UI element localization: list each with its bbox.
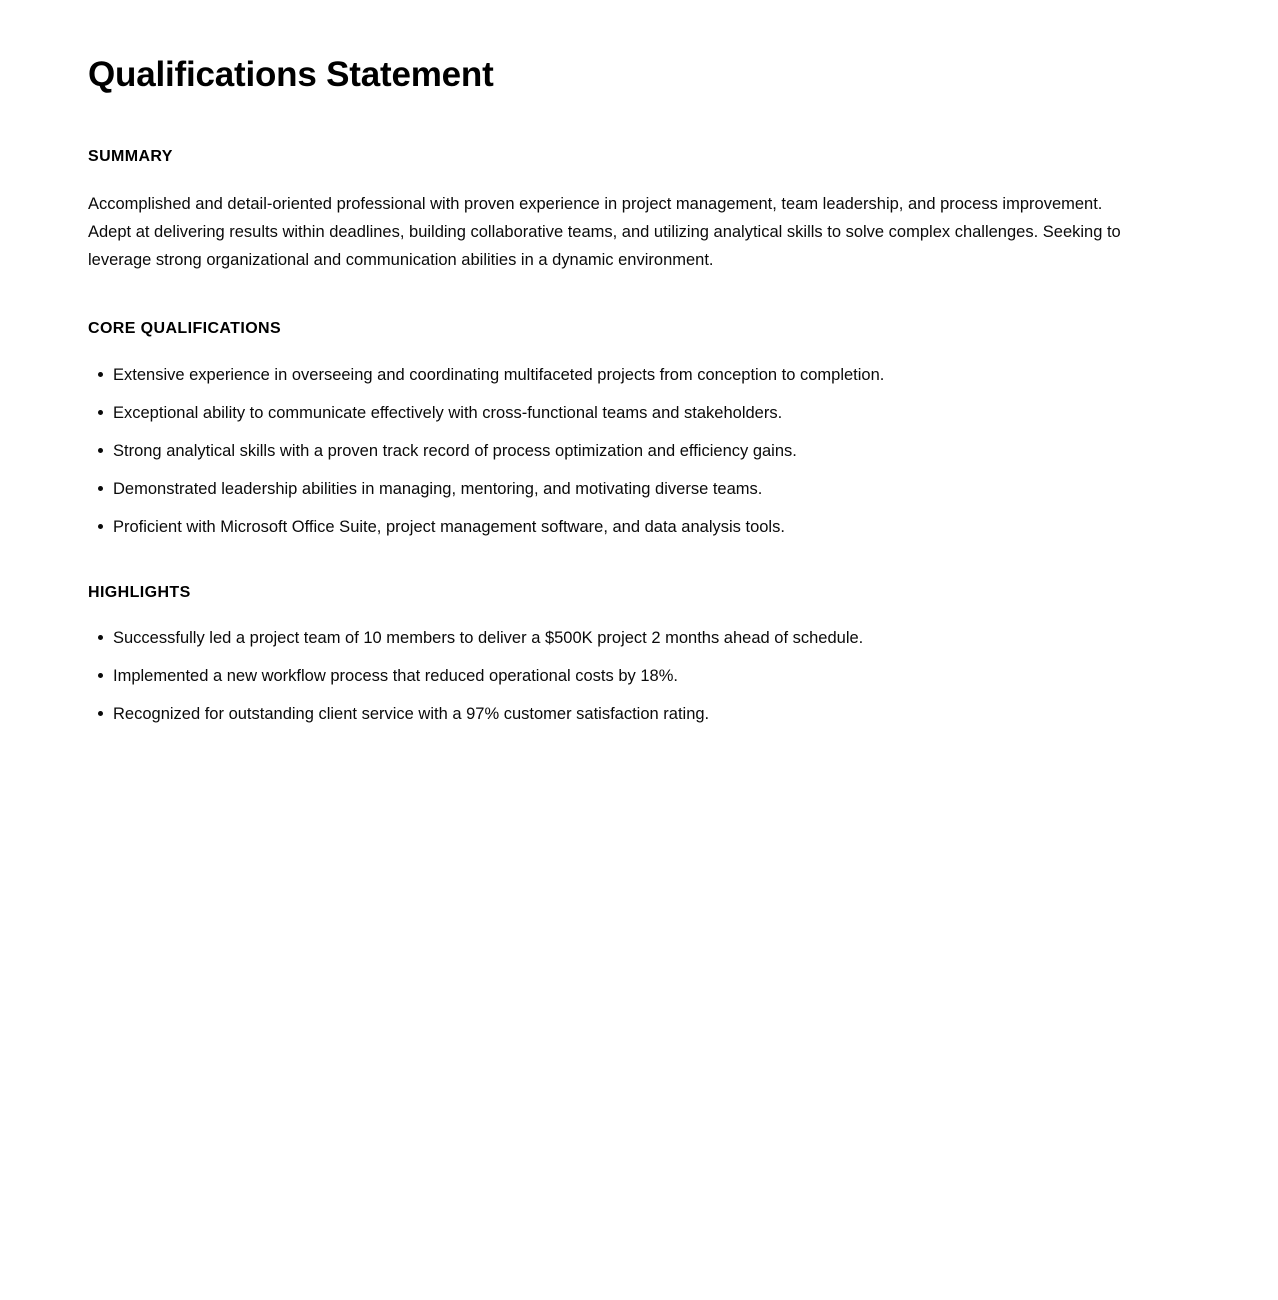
list-item — [88, 626, 1143, 650]
list-item — [88, 401, 1143, 425]
section-core-qualifications — [88, 319, 1143, 538]
list-item — [88, 439, 1143, 463]
list-item-text: Extensive experience in overseeing and coordinating multifaceted projects from conception to completion. — [113, 365, 885, 384]
bullet-icon — [98, 486, 103, 491]
list-item-text: Recognized for outstanding client service with a 97% customer satisfaction rating. — [113, 704, 710, 723]
list-item — [88, 477, 1143, 501]
list-item-text: Proficient with Microsoft Office Suite, project management software, and data analysis tools. — [113, 517, 785, 536]
list-item-text: Strong analytical skills with a proven track record of process optimization and efficiency gains. — [113, 441, 797, 460]
core-qualifications-list — [88, 363, 1143, 539]
section-heading-summary: SUMMARY — [88, 148, 173, 166]
list-item-text: Implemented a new workflow process that reduced operational costs by 18%. — [113, 666, 678, 685]
list-item — [88, 702, 1143, 726]
section-heading-highlights: HIGHLIGHTS — [88, 583, 191, 601]
bullet-icon — [98, 524, 103, 529]
list-item — [88, 363, 1143, 387]
highlights-list — [88, 626, 1143, 726]
bullet-icon — [98, 711, 103, 716]
bullet-icon — [98, 410, 103, 415]
bullet-icon — [98, 673, 103, 678]
bullet-icon — [98, 372, 103, 377]
summary-paragraph: Accomplished and detail-oriented professional with proven experience in project management, team leadership, and process improvement. Adept at delivering results within deadlines, building collaborative teams, and utilizing analytical skills to solve complex challenges. Seeking to leverage strong organizational and communication abilities in a dynamic environment. — [88, 195, 1121, 270]
list-item-text: Demonstrated leadership abilities in managing, mentoring, and motivating diverse teams. — [113, 479, 763, 498]
page-title: Qualifications Statement — [88, 55, 494, 94]
list-item-text: Exceptional ability to communicate effectively with cross-functional teams and stakeholders. — [113, 403, 783, 422]
bullet-icon — [98, 635, 103, 640]
section-summary — [88, 147, 1143, 274]
bullet-icon — [98, 448, 103, 453]
list-item — [88, 664, 1143, 688]
list-item-text: Successfully led a project team of 10 members to deliver a $500K project 2 months ahead of schedule. — [113, 628, 864, 647]
list-item — [88, 515, 1143, 539]
section-heading-core-qualifications: CORE QUALIFICATIONS — [88, 320, 282, 338]
section-highlights — [88, 583, 1143, 726]
